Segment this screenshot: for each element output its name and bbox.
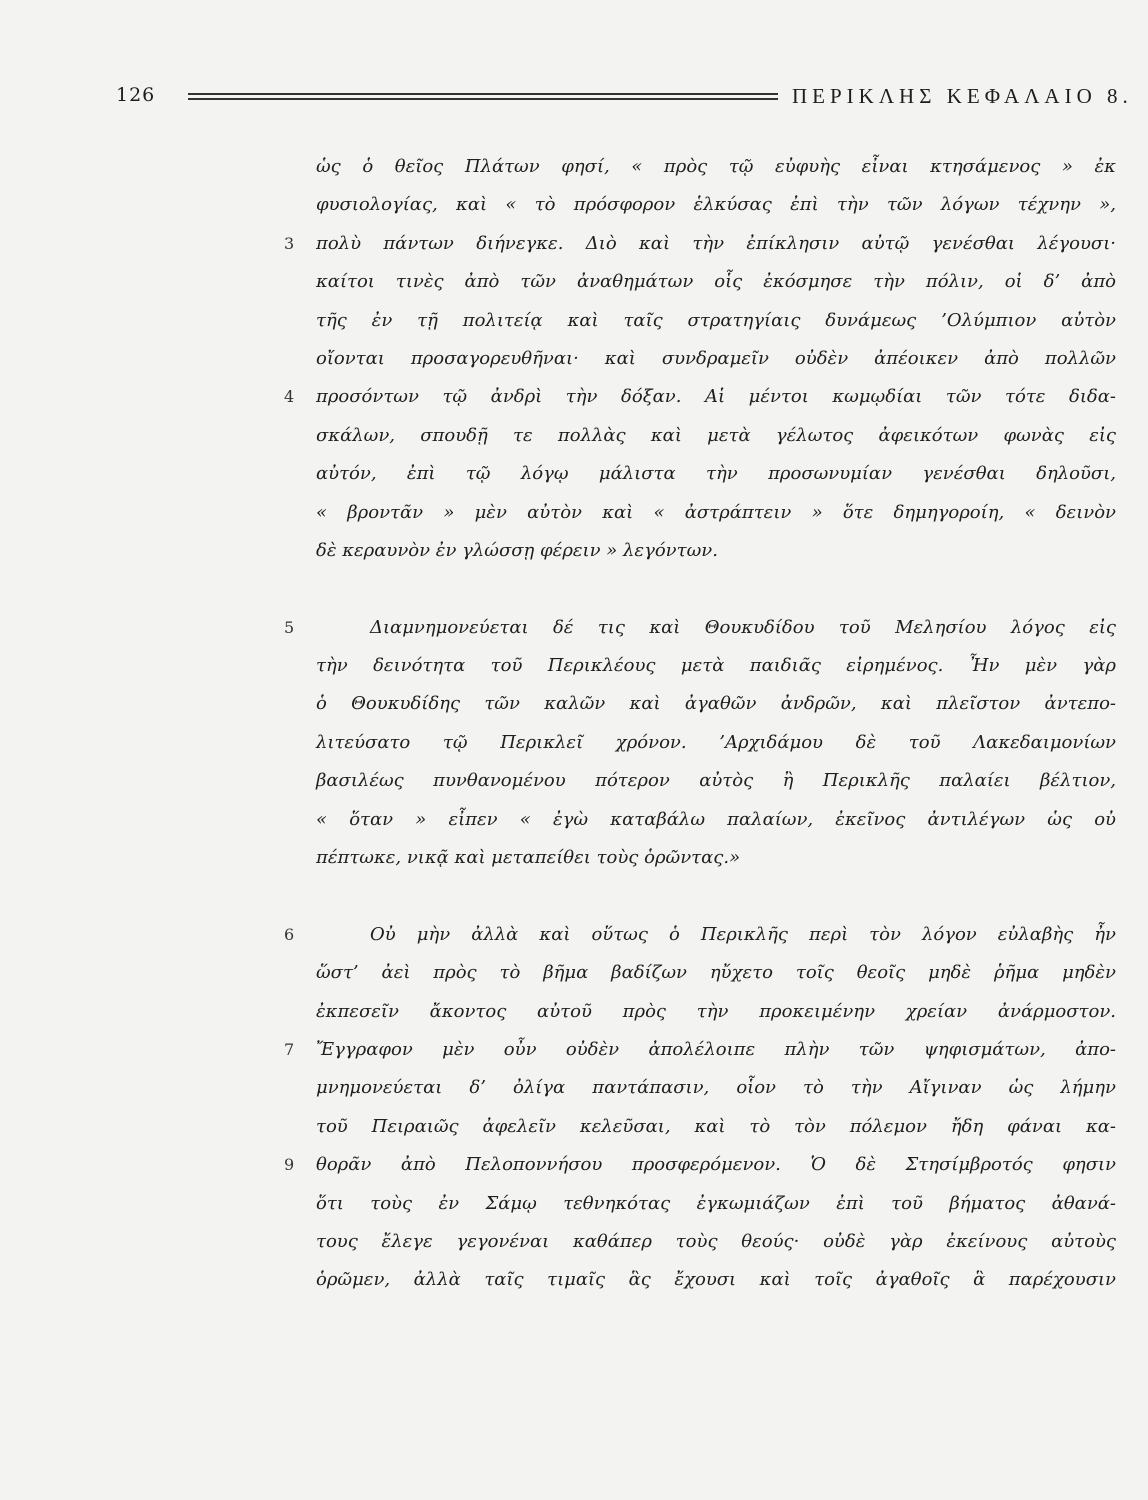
line-text: μνημονεύεται δ’ ὀλίγα παντάπασιν, οἷον τὸ τὴν Αἴγιναν ὡς λήμην <box>316 1077 1116 1099</box>
text-line <box>316 494 1116 532</box>
line-text: ὁ Θουκυδίδης τῶν καλῶν καὶ ἀγαθῶν ἀνδρῶν, καὶ πλεῖστον ἀντεπο- <box>316 693 1116 715</box>
line-text: τοῦ Πειραιῶς ἀφελεῖν κελεῦσαι, καὶ τὸ τὸν πόλεμον ἤδη φάναι κα- <box>316 1115 1116 1137</box>
text-line <box>316 1108 1116 1146</box>
section-number: 3 <box>284 233 295 253</box>
line-text: λιτεύσατο τῷ Περικλεῖ χρόνον. ’Αρχιδάμου δὲ τοῦ Λακεδαιμονίων <box>316 731 1116 753</box>
text-line <box>316 1261 1116 1299</box>
text-line <box>316 302 1116 340</box>
text-line <box>284 916 1116 954</box>
greek-text-body <box>284 148 1116 1300</box>
text-line <box>316 148 1116 186</box>
line-text: καίτοι τινὲς ἀπὸ τῶν ἀναθημάτων οἷς ἐκόσμησε τὴν πόλιν, οἱ δ’ ἀπὸ <box>316 271 1116 293</box>
line-text: αὐτόν, ἐπὶ τῷ λόγῳ μάλιστα τὴν προσωνυμίαν γενέσθαι δηλοῦσι, <box>316 463 1116 485</box>
line-text: ὡς ὁ θεῖος Πλάτων φησί, « πρὸς τῷ εὐφυὴς εἶναι κτησάμενος » ἐκ <box>316 156 1116 177</box>
text-line <box>316 1223 1116 1261</box>
line-text: θορᾶν ἀπὸ Πελοποννήσου προσφερόμενον. Ὁ δὲ Στησίμβροτός φησιν <box>316 1154 1116 1176</box>
line-text: ὁρῶμεν, ἀλλὰ ταῖς τιμαῖς ἃς ἔχουσι καὶ τοῖς ἀγαθοῖς ἃ παρέχουσιν <box>316 1269 1116 1291</box>
text-line <box>316 801 1116 839</box>
text-line <box>316 186 1116 224</box>
line-text: ὅτι τοὺς ἐν Σάμῳ τεθνηκότας ἐγκωμιάζων ἐπὶ τοῦ βήματος ἀθανά- <box>316 1192 1116 1214</box>
running-title: ΠΕΡΙΚΛΗΣ ΚΕΦΑΛΑΙΟ 8. <box>792 84 1133 108</box>
section-number: 4 <box>284 387 295 407</box>
text-line <box>316 839 1116 877</box>
text-line <box>316 532 1116 570</box>
paragraph-gap <box>316 877 1116 915</box>
line-text: Ἔγγραφον μὲν οὖν οὐδὲν ἀπολέλοιπε πλὴν τῶν ψηφισμάτων, ἀπο- <box>316 1038 1116 1060</box>
line-text: δὲ κεραυνὸν ἐν γλώσσῃ φέρειν » λεγόντων. <box>316 539 718 561</box>
section-number: 5 <box>284 617 295 637</box>
paragraph-gap <box>316 570 1116 608</box>
line-text: πέπτωκε, νικᾷ καὶ μεταπείθει τοὺς ὁρῶντας.» <box>316 847 741 869</box>
text-line <box>316 340 1116 378</box>
line-text: « βροντᾶν » μὲν αὐτὸν καὶ « ἀστράπτειν » ὅτε δημηγοροίη, « δεινὸν <box>316 501 1116 523</box>
text-line <box>284 225 1116 263</box>
text-line <box>316 647 1116 685</box>
text-line <box>316 417 1116 455</box>
line-text: πολὺ πάντων διήνεγκε. Διὸ καὶ τὴν ἐπίκλησιν αὐτῷ γενέσθαι λέγουσι· <box>316 232 1116 254</box>
text-line <box>316 762 1116 800</box>
line-text: οἴονται προσαγορευθῆναι· καὶ συνδραμεῖν οὐδὲν ἀπέοικεν ἀπὸ πολλῶν <box>316 347 1116 369</box>
text-line <box>316 685 1116 723</box>
running-header <box>116 84 1132 114</box>
text-line <box>316 993 1116 1031</box>
header-rule-bottom <box>188 98 778 100</box>
line-text: τῆς ἐν τῇ πολιτείᾳ καὶ ταῖς στρατηγίαις δυνάμεως ’Ολύμπιον αὐτὸν <box>316 309 1116 331</box>
line-text: « ὅταν » εἶπεν « ἐγὼ καταβάλω παλαίων, ἐκεῖνος ἀντιλέγων ὡς οὐ <box>316 808 1116 830</box>
text-line <box>316 263 1116 301</box>
line-text: βασιλέως πυνθανομένου πότερον αὐτὸς ἢ Περικλῆς παλαίει βέλτιον, <box>316 770 1116 792</box>
text-line <box>284 378 1116 416</box>
line-text: ἐκπεσεῖν ἄκοντος αὐτοῦ πρὸς τὴν προκειμένην χρείαν ἀνάρμοστον. <box>316 1000 1116 1022</box>
line-text: ὥστ’ ἀεὶ πρὸς τὸ βῆμα βαδίζων ηὔχετο τοῖς θεοῖς μηδὲ ῥῆμα μηδὲν <box>316 962 1116 984</box>
text-line <box>284 1031 1116 1069</box>
text-line <box>316 1185 1116 1223</box>
text-line <box>316 954 1116 992</box>
text-line <box>284 1146 1116 1184</box>
page-number: 126 <box>116 84 156 106</box>
line-text: τους ἔλεγε γεγονέναι καθάπερ τοὺς θεούς· οὐδὲ γὰρ ἐκείνους αὐτοὺς <box>316 1230 1116 1252</box>
line-text: φυσιολογίας, καὶ « τὸ πρόσφορον ἑλκύσας ἐπὶ τὴν τῶν λόγων τέχνην », <box>316 194 1116 216</box>
text-line <box>316 1069 1116 1107</box>
section-number: 9 <box>284 1155 295 1175</box>
section-number: 6 <box>284 924 295 944</box>
line-text: προσόντων τῷ ἀνδρὶ τὴν δόξαν. Αἱ μέντοι κωμῳδίαι τῶν τότε διδα- <box>316 386 1116 408</box>
line-text: Διαμνημονεύεται δέ τις καὶ Θουκυδίδου τοῦ Μελησίου λόγος εἰς <box>370 616 1116 638</box>
line-text: Οὐ μὴν ἀλλὰ καὶ οὕτως ὁ Περικλῆς περὶ τὸν λόγον εὐλαβὴς ἦν <box>370 923 1116 945</box>
text-line <box>284 609 1116 647</box>
line-text: σκάλων, σπουδῇ τε πολλὰς καὶ μετὰ γέλωτος ἀφεικότων φωνὰς εἰς <box>316 424 1116 446</box>
text-line <box>316 724 1116 762</box>
text-line <box>316 455 1116 493</box>
line-text: τὴν δεινότητα τοῦ Περικλέους μετὰ παιδιᾶς εἰρημένος. Ἦν μὲν γὰρ <box>316 655 1116 677</box>
header-rule-top <box>188 93 778 95</box>
section-number: 7 <box>284 1039 295 1059</box>
